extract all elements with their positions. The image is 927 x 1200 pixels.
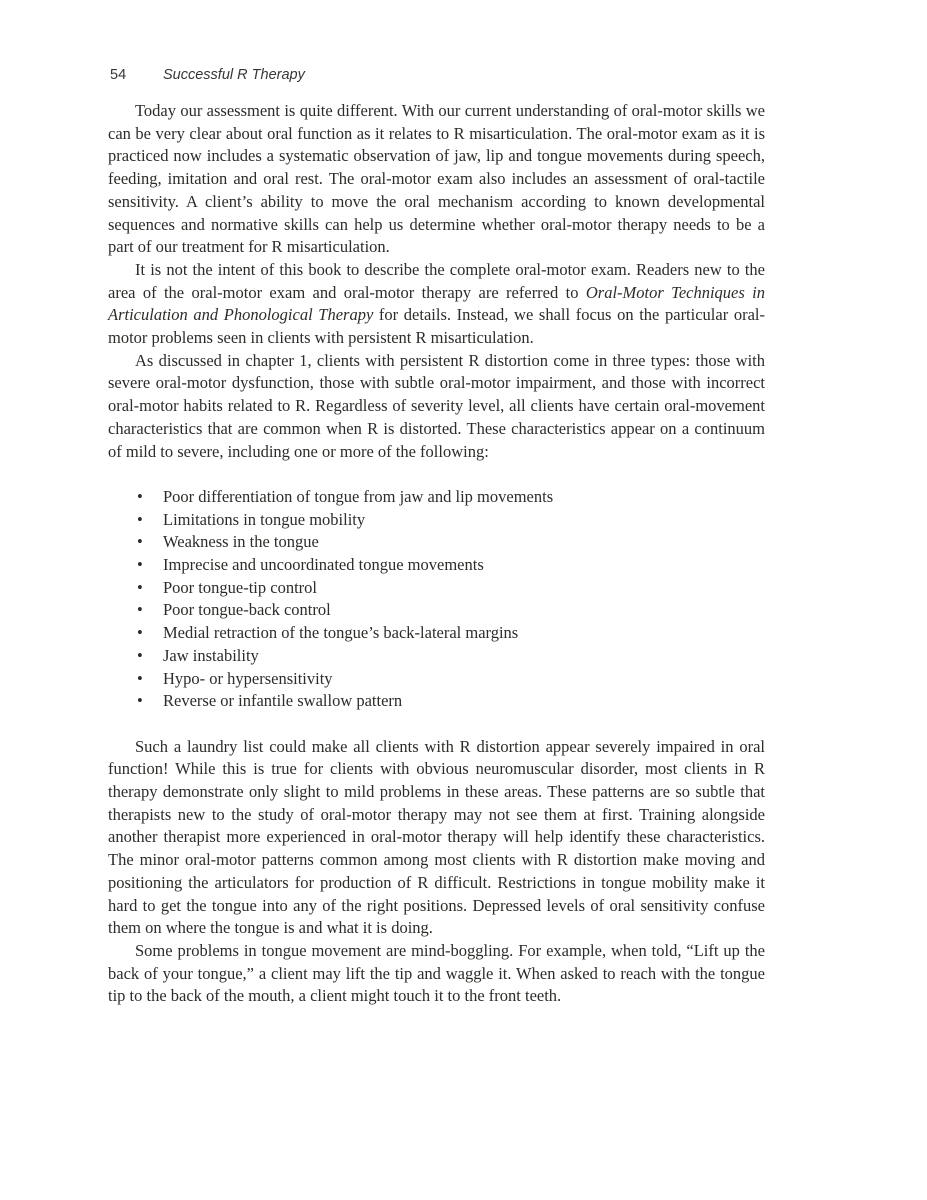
bullet-item	[108, 554, 765, 577]
bullet-icon: •	[137, 555, 143, 575]
body-paragraph	[108, 940, 765, 1008]
bullet-item	[108, 645, 765, 668]
bullet-icon: •	[137, 532, 143, 552]
bullet-icon: •	[137, 486, 143, 506]
bullet-item	[108, 531, 765, 554]
bullet-item	[108, 622, 765, 645]
bullet-icon: •	[137, 645, 143, 665]
bullet-text: Imprecise and uncoordinated tongue movements	[163, 555, 484, 575]
body-paragraph	[108, 736, 765, 940]
bullet-text: Poor tongue-back control	[163, 600, 331, 620]
bullet-list	[108, 486, 765, 713]
page-number: 54	[110, 67, 127, 83]
bullet-text: Jaw instability	[163, 645, 259, 665]
paragraph-text: Such a laundry list could make all clients with R distortion appear severely impaired in oral function! While this is true for clients with obvious neuromuscular disorder, most clients in R therapy demonstrate only slight to mild problems in these areas. These patterns are so subtle that therapists new to the study of oral-motor therapy may not see them at first. Training alongside another therapist more experienced in oral-motor therapy will help identify these characteristics. The minor oral-motor patterns common among most clients with R distortion make moving and positioning the articulators for production of R difficult. Restrictions in tongue mobility make it hard to get the tongue into any of the right positions. Depressed levels of oral sensitivity confuse them on where the tongue is and what it is doing.	[108, 736, 765, 938]
bullet-text: Weakness in the tongue	[163, 532, 319, 552]
paragraph-text: It is not the intent of this book to describe the complete oral-motor exam. Readers new to the area of the oral-motor exam and oral-motor therapy are referred to	[108, 259, 765, 302]
paragraph-text: for details. Instead, we shall focus on the particular oral-motor problems seen in clients with persistent R misarticulation.	[108, 305, 765, 348]
page-header	[110, 67, 305, 83]
bullet-text: Reverse or infantile swallow pattern	[163, 691, 403, 711]
bullet-text: Poor tongue-tip control	[163, 577, 317, 597]
paragraph-text: Some problems in tongue movement are mind-boggling. For example, when told, “Lift up the back of your tongue,” a client may lift the tip and waggle it. When asked to reach with the tongue tip to the back of the mouth, a client might touch it to the front teeth.	[108, 940, 765, 1006]
bullet-item	[108, 668, 765, 691]
paragraph-group-before-list	[108, 100, 765, 463]
paragraph-group-after-list	[108, 736, 765, 1008]
bullet-icon: •	[137, 691, 143, 711]
bullet-item	[108, 509, 765, 532]
bullet-text: Limitations in tongue mobility	[163, 509, 366, 529]
body-paragraph	[108, 259, 765, 350]
bullet-text: Medial retraction of the tongue’s back-lateral margins	[163, 623, 519, 643]
bullet-icon: •	[137, 600, 143, 620]
bullet-item	[108, 599, 765, 622]
italic-book-title: Oral-Motor Techniques in Articulation and Phonological Therapy	[108, 282, 766, 325]
paragraph-text: Today our assessment is quite different. With our current understanding of oral-motor skills we can be very clear about oral function as it relates to R misarticulation. The oral-motor exam as it is practiced now includes a systematic observation of jaw, lip and tongue movements during speech, feeding, imitation and oral rest. The oral-motor exam also includes an assessment of oral-tactile sensitivity. A client’s ability to move the oral mechanism according to known developmental sequences and normative skills can help us determine whether oral-motor therapy needs to be a part of our treatment for R misarticulation.	[108, 101, 765, 257]
body-paragraph	[108, 100, 765, 259]
bullet-text: Poor differentiation of tongue from jaw and lip movements	[163, 486, 554, 506]
bullet-icon: •	[137, 509, 143, 529]
page-body	[108, 100, 765, 1008]
bullet-icon: •	[137, 668, 143, 688]
bullet-item	[108, 486, 765, 509]
bullet-text: Hypo- or hypersensitivity	[163, 668, 333, 688]
bullet-item	[108, 577, 765, 600]
bullet-icon: •	[137, 623, 143, 643]
body-paragraph	[108, 350, 765, 464]
running-title: Successful R Therapy	[163, 67, 305, 83]
bullet-icon: •	[137, 577, 143, 597]
bullet-item	[108, 690, 765, 713]
paragraph-text: As discussed in chapter 1, clients with persistent R distortion come in three types: those with severe oral-motor dysfunction, those with subtle oral-motor impairment, and those with incorrect oral-motor habits related to R. Regardless of severity level, all clients have certain oral-movement characteristics that are common when R is distorted. These characteristics appear on a continuum of mild to severe, including one or more of the following:	[108, 350, 765, 461]
